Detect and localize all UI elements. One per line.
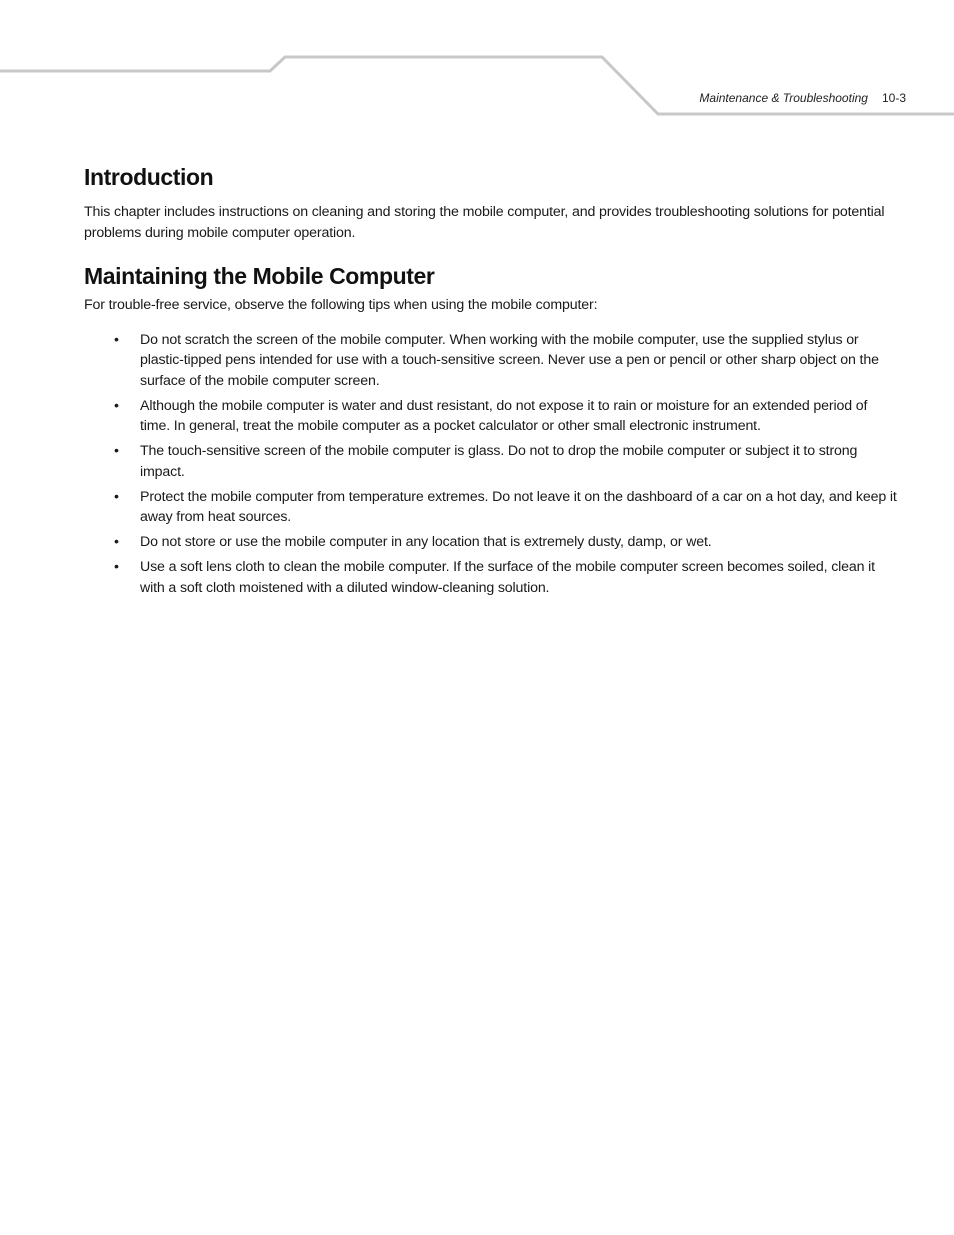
introduction-heading: Introduction [84,164,214,190]
running-head-chapter-title: Maintenance & Troubleshooting [699,91,868,105]
bullet-icon: • [114,488,119,505]
list-item [84,330,899,392]
tip-text: Protect the mobile computer from temperature extremes. Do not leave it on the dashboard of a car on a hot day, and keep it away from heat sources. [140,488,897,525]
list-item [84,487,899,528]
list-item [84,441,899,482]
page-content [84,160,899,603]
bullet-icon: • [114,331,119,348]
bullet-icon: • [114,397,119,414]
tip-text: Use a soft lens cloth to clean the mobile computer. If the surface of the mobile computer screen becomes soiled, clean it with a soft cloth moistened with a diluted window-cleaning solution. [140,559,875,596]
tip-text: Do not store or use the mobile computer in any location that is extremely dusty, damp, or wet. [140,534,712,550]
introduction-paragraph: This chapter includes instructions on cleaning and storing the mobile computer, and provides troubleshooting solutions for potential problems during mobile computer operation. [84,204,885,241]
tip-text: The touch-sensitive screen of the mobile computer is glass. Do not to drop the mobile computer or subject it to strong impact. [140,443,858,480]
bullet-icon: • [114,534,119,550]
list-item [84,532,899,553]
page-number: 10-3 [881,91,906,105]
bullet-icon: • [114,443,119,459]
maintaining-heading: Maintaining the Mobile Computer [84,263,435,289]
maintenance-tips-list [84,330,899,599]
running-head [699,91,906,105]
bullet-icon: • [114,559,119,575]
tip-text: Although the mobile computer is water and dust resistant, do not expose it to rain or moisture for an extended period of time. In general, treat the mobile computer as a pocket calculator or other small electronic instrument. [140,397,868,434]
tip-text: Do not scratch the screen of the mobile computer. When working with the mobile computer, use the supplied stylus or plastic-tipped pens intended for use with a touch-sensitive screen. Never use a pen or pencil or other sharp object on the surface of the mobile computer screen. [140,331,879,389]
header-tab-rule [0,0,954,130]
maintaining-lead-paragraph: For trouble-free service, observe the following tips when using the mobile computer: [84,297,598,313]
list-item [84,396,899,437]
list-item [84,557,899,598]
